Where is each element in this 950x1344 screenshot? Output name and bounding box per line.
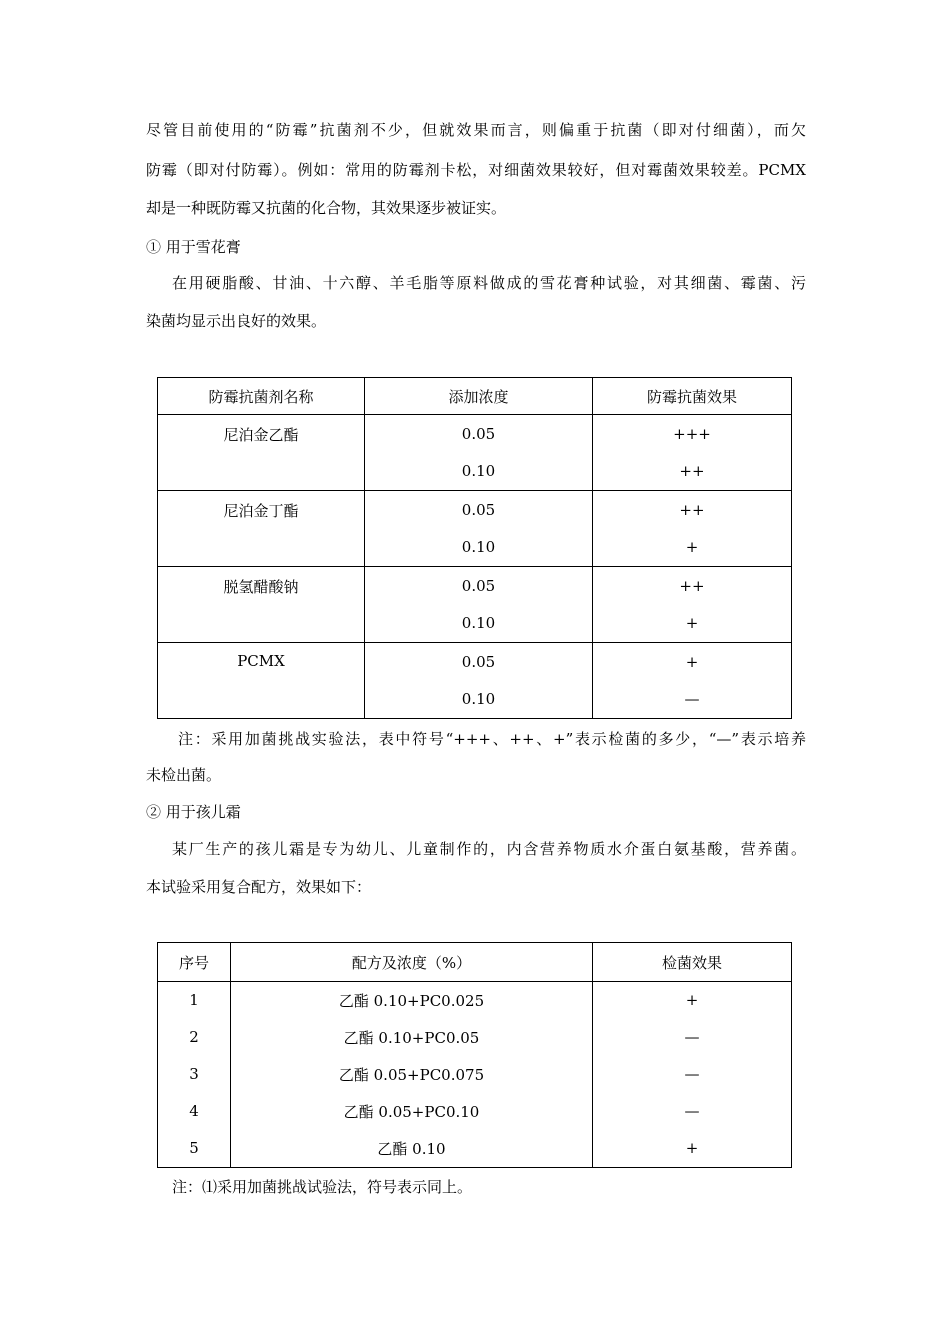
formula-cell: 乙酯 0.10 (231, 1130, 593, 1168)
section2-para-line-2: 本试验采用复合配方，效果如下： (146, 878, 372, 896)
effect-cell: — (593, 1019, 792, 1056)
agent-name-cell: 尼泊金丁酯 (158, 491, 365, 567)
concentration-cell: 0.10 (365, 605, 593, 643)
formula-cell: 乙酯 0.10+PC0.025 (231, 982, 593, 1019)
col-header-agent-name: 防霉抗菌剂名称 (158, 378, 365, 415)
effect-cell: + (593, 1130, 792, 1168)
number-cell: 2 (158, 1019, 231, 1056)
formula-cell: 乙酯 0.05+PC0.10 (231, 1093, 593, 1130)
effect-cell: — (593, 1056, 792, 1093)
section2-para-line-1: 某厂生产的孩儿霜是专为幼儿、儿童制作的，内含营养物质水介蛋白氨基酸，营养菌。 (172, 840, 806, 858)
effect-cell: — (593, 681, 792, 719)
formula-cell: 乙酯 0.10+PC0.05 (231, 1019, 593, 1056)
col-header-concentration: 添加浓度 (365, 378, 593, 415)
col-header-effect: 防霉抗菌效果 (593, 378, 792, 415)
effect-cell: ++ (593, 567, 792, 605)
table-row (158, 491, 792, 529)
table-row (158, 567, 792, 605)
effect-cell: ++ (593, 453, 792, 491)
table-row (158, 982, 792, 1019)
table-row (158, 1056, 792, 1093)
agent-name-cell: 尼泊金乙酯 (158, 415, 365, 491)
intro-line-3: 却是一种既防霉又抗菌的化合物，其效果逐步被证实。 (146, 199, 507, 217)
table-row (158, 1093, 792, 1130)
concentration-cell: 0.10 (365, 681, 593, 719)
table-row (158, 415, 792, 453)
antimold-effect-table (157, 377, 792, 719)
concentration-cell: 0.05 (365, 567, 593, 605)
table-row (158, 643, 792, 681)
number-cell: 1 (158, 982, 231, 1019)
section1-para-line-1: 在用硬脂酸、甘油、十六醇、羊毛脂等原料做成的雪花膏种试验，对其细菌、霉菌、污 (172, 274, 806, 292)
table-row (158, 1130, 792, 1168)
table-row (158, 1019, 792, 1056)
col-header-formula: 配方及浓度（%） (231, 943, 593, 982)
agent-name-cell: PCMX (158, 643, 365, 719)
section1-heading: ① 用于雪花膏 (146, 238, 241, 256)
number-cell: 4 (158, 1093, 231, 1130)
concentration-cell: 0.10 (365, 529, 593, 567)
number-cell: 5 (158, 1130, 231, 1168)
section1-para-line-2: 染菌均显示出良好的效果。 (146, 312, 327, 330)
effect-cell: + (593, 529, 792, 567)
formula-cell: 乙酯 0.05+PC0.075 (231, 1056, 593, 1093)
effect-cell: +++ (593, 415, 792, 453)
compound-formula-table (157, 942, 792, 1168)
effect-cell: ++ (593, 491, 792, 529)
table-header-row (158, 943, 792, 982)
concentration-cell: 0.05 (365, 491, 593, 529)
col-header-number: 序号 (158, 943, 231, 982)
col-header-effect: 检菌效果 (593, 943, 792, 982)
effect-cell: + (593, 982, 792, 1019)
intro-line-1: 尽管目前使用的“防霉”抗菌剂不少，但就效果而言，则偏重于抗菌（即对付细菌），而欠 (146, 121, 806, 139)
effect-cell: + (593, 605, 792, 643)
note1-line-2: 未检出菌。 (146, 766, 222, 784)
concentration-cell: 0.10 (365, 453, 593, 491)
effect-cell: — (593, 1093, 792, 1130)
effect-cell: + (593, 643, 792, 681)
table-header-row (158, 378, 792, 415)
section2-heading: ② 用于孩儿霜 (146, 803, 241, 821)
note2-line: 注：⑴采用加菌挑战试验法，符号表示同上。 (172, 1178, 473, 1196)
note1-line-1: 注：采用加菌挑战实验法，表中符号“+++、++、+”表示检菌的多少，“—”表示培养 (178, 730, 806, 748)
intro-line-2: 防霉（即对付防霉）。例如：常用的防霉剂卡松，对细菌效果较好，但对霉菌效果较差。PCMX (146, 161, 806, 179)
agent-name-cell: 脱氢醋酸钠 (158, 567, 365, 643)
concentration-cell: 0.05 (365, 415, 593, 453)
number-cell: 3 (158, 1056, 231, 1093)
concentration-cell: 0.05 (365, 643, 593, 681)
